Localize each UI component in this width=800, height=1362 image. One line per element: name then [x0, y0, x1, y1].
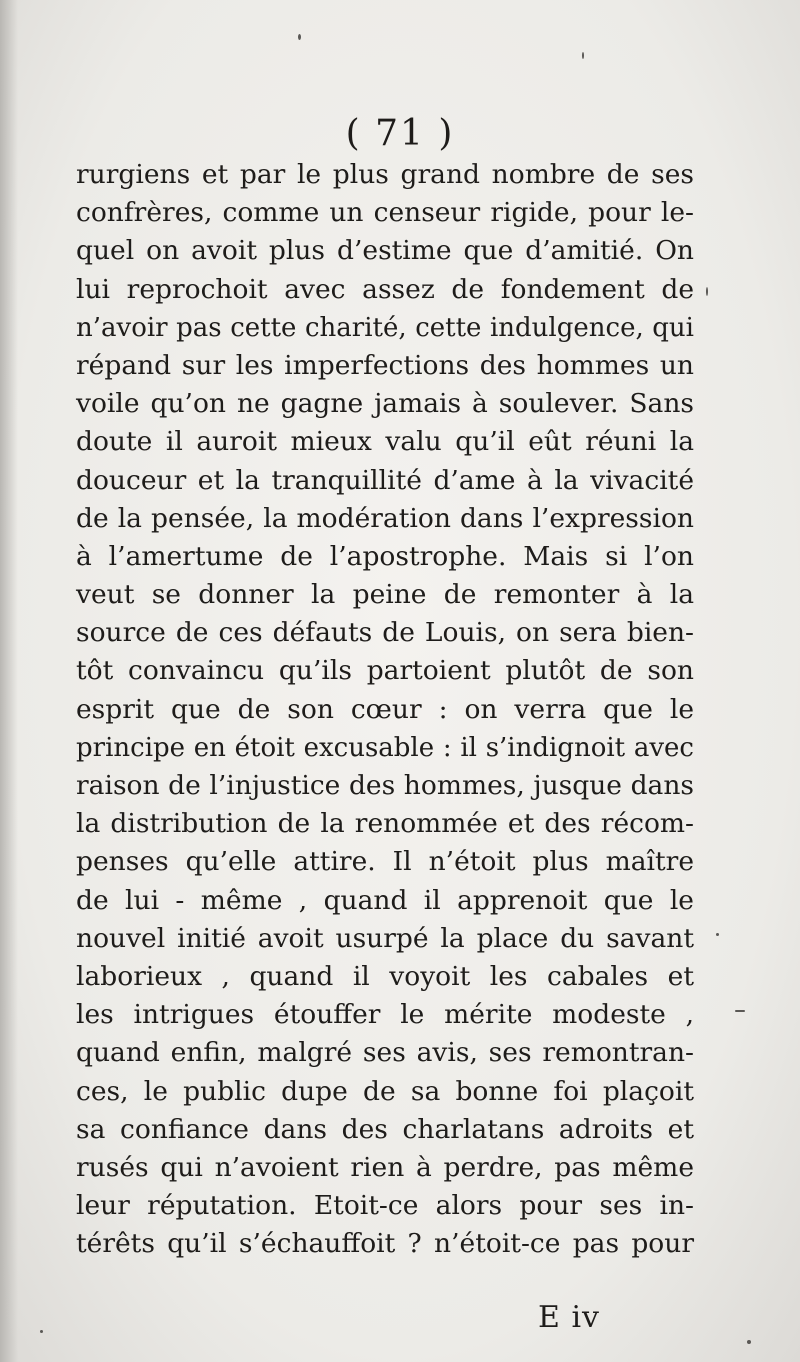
text-line: raison de l’injustice des hommes, jusque dans — [76, 770, 694, 801]
text-line: répand sur les imperfections des hommes un — [76, 349, 694, 381]
text-line: nouvel initié avoit usurpé la place du savant — [76, 922, 694, 954]
text-line: tôt convaincu qu’ils partoient plutôt de son — [76, 655, 694, 687]
text-line: penses qu’elle attire. Il n’étoit plus maître — [76, 846, 694, 878]
paper-speck — [716, 933, 719, 936]
text-line: de la pensée, la modération dans l’expression — [76, 502, 694, 534]
paper-speck — [40, 1330, 43, 1333]
text-line: quand enfin, malgré ses avis, ses remontran- — [76, 1037, 694, 1069]
paper-speck — [298, 34, 301, 40]
text-line: quel on avoit plus d’estime que d’amitié. On — [76, 235, 694, 267]
text-line: voile qu’on ne gagne jamais à soulever. Sans — [76, 388, 694, 420]
text-line: douceur et la tranquillité d’ame à la vivacité — [76, 464, 694, 496]
paper-speck — [735, 1010, 745, 1012]
binding-shadow — [0, 0, 18, 1362]
paper-speck — [706, 287, 708, 296]
text-line: source de ces défauts de Louis, on sera bien- — [76, 617, 694, 649]
text-line: esprit que de son cœur : on verra que le — [76, 693, 694, 725]
text-line: n’avoir pas cette charité, cette indulgence, qui — [76, 312, 694, 343]
text-line: veut se donner la peine de remonter à la — [76, 579, 694, 611]
text-line: sa confiance dans des charlatans adroits et — [76, 1113, 694, 1145]
paper-speck — [582, 52, 584, 59]
text-line: térêts qu’il s’échauffoit ? n’étoit-ce pas pour — [76, 1228, 694, 1260]
paper-speck — [747, 1340, 751, 1344]
text-line: confrères, comme un censeur rigide, pour le- — [76, 197, 694, 229]
text-line: laborieux , quand il voyoit les cabales et — [76, 960, 694, 992]
body-text — [76, 156, 694, 1263]
text-line: les intrigues étouffer le mérite modeste , — [76, 999, 694, 1031]
text-line: rurgiens et par le plus grand nombre de ses — [76, 159, 694, 190]
signature-mark: E iv — [538, 1300, 600, 1335]
text-line: ces, le public dupe de sa bonne foi plaçoit — [76, 1075, 694, 1107]
text-line: lui reprochoit avec assez de fondement de — [76, 273, 694, 305]
page-number: ( 71 ) — [345, 113, 455, 154]
text-line: leur réputation. Etoit-ce alors pour ses in- — [76, 1190, 694, 1222]
text-line: de lui - même , quand il apprenoit que le — [76, 884, 694, 916]
text-line: à l’amertume de l’apostrophe. Mais si l’on — [76, 540, 694, 572]
text-line: la distribution de la renommée et des récom- — [76, 808, 694, 840]
text-line: doute il auroit mieux valu qu’il eût réuni la — [76, 426, 694, 458]
text-line: rusés qui n’avoient rien à perdre, pas même — [76, 1151, 694, 1183]
text-line: principe en étoit excusable : il s’indignoit avec — [76, 732, 694, 763]
